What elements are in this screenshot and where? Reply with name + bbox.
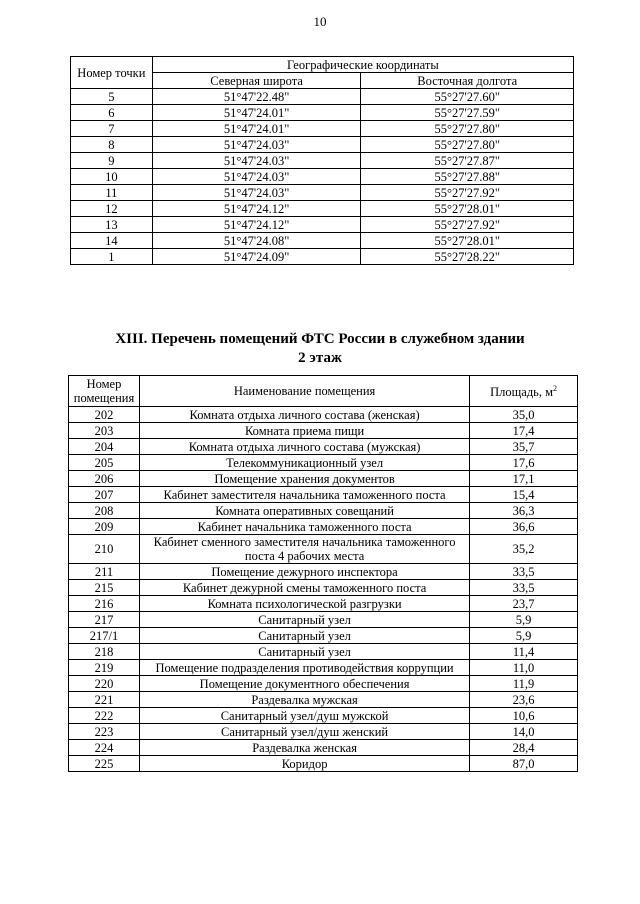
room-number-cell: 217/1 — [69, 628, 140, 644]
room-name-cell: Кабинет начальника таможенного поста — [139, 519, 469, 535]
table-row — [69, 692, 578, 708]
room-name-cell: Санитарный узел — [139, 612, 469, 628]
room-name-cell: Помещение подразделения противодействия коррупции — [139, 660, 469, 676]
table-row — [69, 580, 578, 596]
header-room-number: Номер помещения — [69, 376, 140, 407]
room-area-cell: 35,7 — [470, 439, 578, 455]
room-area-cell: 36,6 — [470, 519, 578, 535]
latitude-cell: 51°47'24.12" — [152, 217, 361, 233]
coordinates-table — [70, 56, 574, 265]
table-row — [69, 596, 578, 612]
table-row — [69, 660, 578, 676]
table-row — [69, 519, 578, 535]
coordinates-body — [71, 89, 574, 265]
table-row — [69, 756, 578, 772]
room-number-cell: 205 — [69, 455, 140, 471]
table-row — [71, 153, 574, 169]
room-number-cell: 202 — [69, 407, 140, 423]
room-area-cell: 28,4 — [470, 740, 578, 756]
room-area-cell: 87,0 — [470, 756, 578, 772]
longitude-cell: 55°27'27.92" — [361, 217, 574, 233]
section-title: XIII. Перечень помещений ФТС России в служебном здании — [115, 331, 525, 347]
longitude-cell: 55°27'27.88" — [361, 169, 574, 185]
latitude-cell: 51°47'24.03" — [152, 185, 361, 201]
table-row — [69, 644, 578, 660]
room-number-cell: 222 — [69, 708, 140, 724]
room-name-cell: Помещение документного обеспечения — [139, 676, 469, 692]
latitude-cell: 51°47'22.48" — [152, 89, 361, 105]
room-number-cell: 206 — [69, 471, 140, 487]
table-row — [71, 121, 574, 137]
table-row — [69, 724, 578, 740]
point-number-cell: 10 — [71, 169, 153, 185]
room-number-cell: 216 — [69, 596, 140, 612]
table-row — [69, 439, 578, 455]
room-number-cell: 211 — [69, 564, 140, 580]
rooms-table — [68, 375, 578, 772]
room-area-cell: 17,6 — [470, 455, 578, 471]
room-area-cell: 17,4 — [470, 423, 578, 439]
table-row — [71, 233, 574, 249]
table-row — [69, 564, 578, 580]
table-row — [71, 105, 574, 121]
room-number-cell: 215 — [69, 580, 140, 596]
latitude-cell: 51°47'24.03" — [152, 153, 361, 169]
point-number-cell: 7 — [71, 121, 153, 137]
table-row — [71, 137, 574, 153]
longitude-cell: 55°27'27.80" — [361, 121, 574, 137]
room-area-cell: 17,1 — [470, 471, 578, 487]
longitude-cell: 55°27'27.92" — [361, 185, 574, 201]
longitude-cell: 55°27'28.01" — [361, 233, 574, 249]
header-latitude: Северная широта — [152, 73, 361, 89]
latitude-cell: 51°47'24.01" — [152, 121, 361, 137]
table-row — [71, 217, 574, 233]
room-area-cell: 15,4 — [470, 487, 578, 503]
page-number: 10 — [313, 14, 327, 29]
point-number-cell: 13 — [71, 217, 153, 233]
latitude-cell: 51°47'24.08" — [152, 233, 361, 249]
point-number-cell: 12 — [71, 201, 153, 217]
table-row — [69, 423, 578, 439]
table-row — [69, 535, 578, 564]
room-name-cell: Комната отдыха личного состава (женская) — [139, 407, 469, 423]
point-number-cell: 11 — [71, 185, 153, 201]
room-name-cell: Кабинет сменного заместителя начальника таможенного поста 4 рабочих места — [139, 535, 469, 564]
room-area-cell: 5,9 — [470, 612, 578, 628]
room-area-cell: 11,9 — [470, 676, 578, 692]
room-name-cell: Комната оперативных совещаний — [139, 503, 469, 519]
longitude-cell: 55°27'27.87" — [361, 153, 574, 169]
room-name-cell: Раздевалка мужская — [139, 692, 469, 708]
room-number-cell: 223 — [69, 724, 140, 740]
room-number-cell: 218 — [69, 644, 140, 660]
table-row — [71, 249, 574, 265]
room-name-cell: Комната приема пищи — [139, 423, 469, 439]
room-area-cell: 10,6 — [470, 708, 578, 724]
point-number-cell: 14 — [71, 233, 153, 249]
room-area-cell: 11,4 — [470, 644, 578, 660]
room-number-cell: 209 — [69, 519, 140, 535]
table-row — [69, 487, 578, 503]
room-number-cell: 224 — [69, 740, 140, 756]
room-area-cell: 35,0 — [470, 407, 578, 423]
room-number-cell: 208 — [69, 503, 140, 519]
header-point-number: Номер точки — [71, 57, 153, 89]
room-name-cell: Помещение хранения документов — [139, 471, 469, 487]
room-name-cell: Телекоммуникационный узел — [139, 455, 469, 471]
table-row — [69, 708, 578, 724]
room-area-cell: 5,9 — [470, 628, 578, 644]
room-number-cell: 221 — [69, 692, 140, 708]
room-name-cell: Кабинет заместителя начальника таможенного поста — [139, 487, 469, 503]
latitude-cell: 51°47'24.03" — [152, 169, 361, 185]
longitude-cell: 55°27'27.80" — [361, 137, 574, 153]
longitude-cell: 55°27'27.60" — [361, 89, 574, 105]
room-name-cell: Комната отдыха личного состава (мужская) — [139, 439, 469, 455]
latitude-cell: 51°47'24.01" — [152, 105, 361, 121]
table-row — [69, 740, 578, 756]
table-row — [69, 407, 578, 423]
table-row — [71, 201, 574, 217]
table-row — [69, 628, 578, 644]
table-row — [71, 169, 574, 185]
room-number-cell: 210 — [69, 535, 140, 564]
table-row — [69, 503, 578, 519]
longitude-cell: 55°27'28.22" — [361, 249, 574, 265]
room-number-cell: 203 — [69, 423, 140, 439]
point-number-cell: 8 — [71, 137, 153, 153]
table-row — [69, 676, 578, 692]
longitude-cell: 55°27'28.01" — [361, 201, 574, 217]
latitude-cell: 51°47'24.09" — [152, 249, 361, 265]
room-number-cell: 220 — [69, 676, 140, 692]
table-row — [71, 185, 574, 201]
room-area-cell: 11,0 — [470, 660, 578, 676]
room-name-cell: Санитарный узел/душ женский — [139, 724, 469, 740]
room-area-cell: 14,0 — [470, 724, 578, 740]
room-name-cell: Комната психологической разгрузки — [139, 596, 469, 612]
header-longitude: Восточная долгота — [361, 73, 574, 89]
point-number-cell: 9 — [71, 153, 153, 169]
latitude-cell: 51°47'24.03" — [152, 137, 361, 153]
point-number-cell: 5 — [71, 89, 153, 105]
room-number-cell: 217 — [69, 612, 140, 628]
header-area-unit-sup: 2 — [553, 384, 558, 394]
room-area-cell: 33,5 — [470, 580, 578, 596]
point-number-cell: 6 — [71, 105, 153, 121]
room-number-cell: 207 — [69, 487, 140, 503]
header-area-label: Площадь, м — [490, 385, 554, 400]
room-name-cell: Кабинет дежурной смены таможенного поста — [139, 580, 469, 596]
room-area-cell: 23,7 — [470, 596, 578, 612]
room-name-cell: Санитарный узел/душ мужской — [139, 708, 469, 724]
table-row — [71, 89, 574, 105]
longitude-cell: 55°27'27.59" — [361, 105, 574, 121]
room-name-cell: Санитарный узел — [139, 628, 469, 644]
room-area-cell: 35,2 — [470, 535, 578, 564]
room-name-cell: Коридор — [139, 756, 469, 772]
room-area-cell: 36,3 — [470, 503, 578, 519]
section-subtitle: 2 этаж — [298, 350, 342, 366]
rooms-body — [69, 407, 578, 772]
point-number-cell: 1 — [71, 249, 153, 265]
room-number-cell: 204 — [69, 439, 140, 455]
room-name-cell: Помещение дежурного инспектора — [139, 564, 469, 580]
table-row — [69, 471, 578, 487]
room-name-cell: Санитарный узел — [139, 644, 469, 660]
room-name-cell: Раздевалка женская — [139, 740, 469, 756]
room-area-cell: 23,6 — [470, 692, 578, 708]
header-geo-coordinates: Географические координаты — [152, 57, 573, 73]
room-number-cell: 225 — [69, 756, 140, 772]
latitude-cell: 51°47'24.12" — [152, 201, 361, 217]
table-row — [69, 455, 578, 471]
room-area-cell: 33,5 — [470, 564, 578, 580]
header-room-name: Наименование помещения — [139, 376, 469, 407]
table-row — [69, 612, 578, 628]
room-number-cell: 219 — [69, 660, 140, 676]
header-room-area — [470, 376, 578, 407]
